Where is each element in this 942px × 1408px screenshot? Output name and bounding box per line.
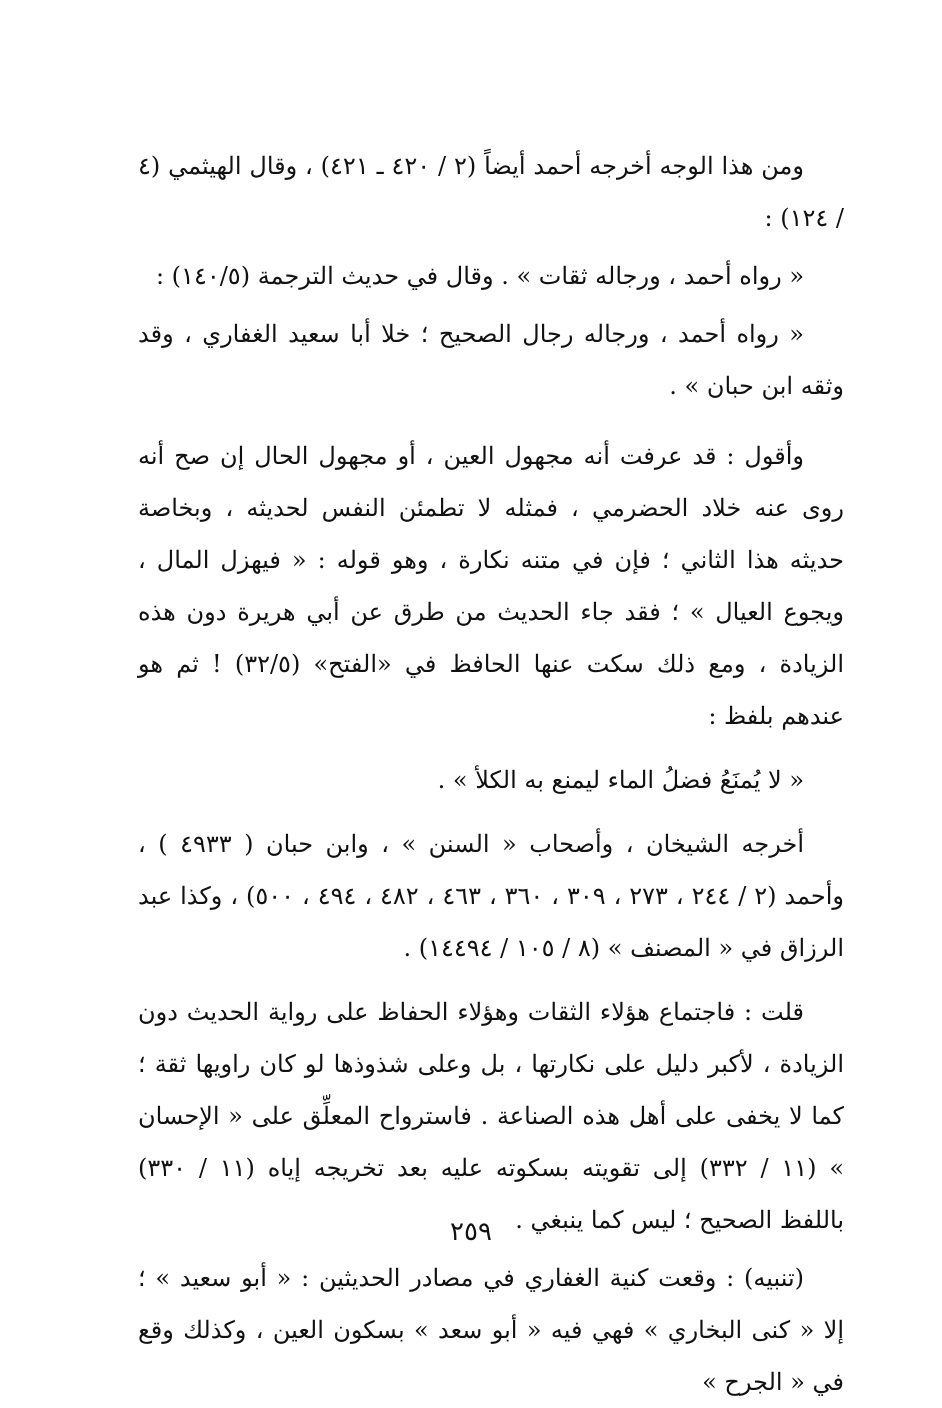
paragraph-4: وأقول : قد عرفت أنه مجهول العين ، أو مجهول الحال إن صح أنه روى عنه خلاد الحضرمي ، فمثله لا تطمئن النفس لحديثه ، وبخاصة حديثه هذا الثاني ؛ فإن في متنه نكارة ، وهو قوله : « فيهزل المال ، ويجوع العيال » ؛ فقد جاء الحديث من طرق عن أبي هريرة دون هذه الزيادة ، ومع ذلك سكت عنها الحافظ في «الفتح» (٣٢/٥) ! ثم هو عندهم بلفظ :	[138, 442, 844, 730]
paragraph-8-note: (تنبيه) : وقعت كنية الغفاري في مصادر الحديثين : « أبو سعيد » ؛ إلا « كنى البخاري » فهي فيه « أبو سعد » بسكون العين ، وكذلك وقع في « الجرح »	[138, 1264, 845, 1396]
paragraph-3-quote: « رواه أحمد ، ورجاله رجال الصحيح ؛ خلا أبا سعيد الغفاري ، وقد وثقه ابن حبان » .	[138, 320, 844, 400]
page-number: ٢٥٩	[450, 1217, 492, 1247]
paragraph-7: قلت : فاجتماع هؤلاء الثقات وهؤلاء الحفاظ على رواية الحديث دون الزيادة ، لأكبر دليل على نكارتها ، بل وعلى شذوذها لو كان راويها ثقة ؛ كما لا يخفى على أهل هذه الصناعة . فاسترواح المعلِّق على « الإحسان » (١١ / ٣٣٢) إلى تقويته بسكوته عليه بعد تخريجه إياه (١١ / ٣٣٠) باللفظ الصحيح ؛ ليس كما ينبغي .	[138, 998, 844, 1234]
paragraph-2-quote: « رواه أحمد ، ورجاله ثقات » . وقال في حديث الترجمة (١٤٠/٥) :	[155, 262, 804, 290]
paragraph-5-hadith: « لا يُمنَعُ فضلُ الماء ليمنع به الكلأ » .	[437, 766, 804, 794]
paragraph-6-takhrij: أخرجه الشيخان ، وأصحاب « السنن » ، وابن حبان ( ٤٩٣٣ ) ، وأحمد (٢ / ٢٤٤ ، ٢٧٣ ، ٣٠٩ ، ٣٦٠ ، ٤٦٣ ، ٤٨٢ ، ٤٩٤ ، ٥٠٠) ، وكذا عبد الرزاق في « المصنف » (٨ / ١٠٥ / ١٤٤٩٤) .	[138, 830, 844, 962]
paragraph-1: ومن هذا الوجه أخرجه أحمد أيضاً (٢ / ٤٢٠ ـ ٤٢١) ، وقال الهيثمي (٤ / ١٢٤) :	[138, 152, 844, 232]
